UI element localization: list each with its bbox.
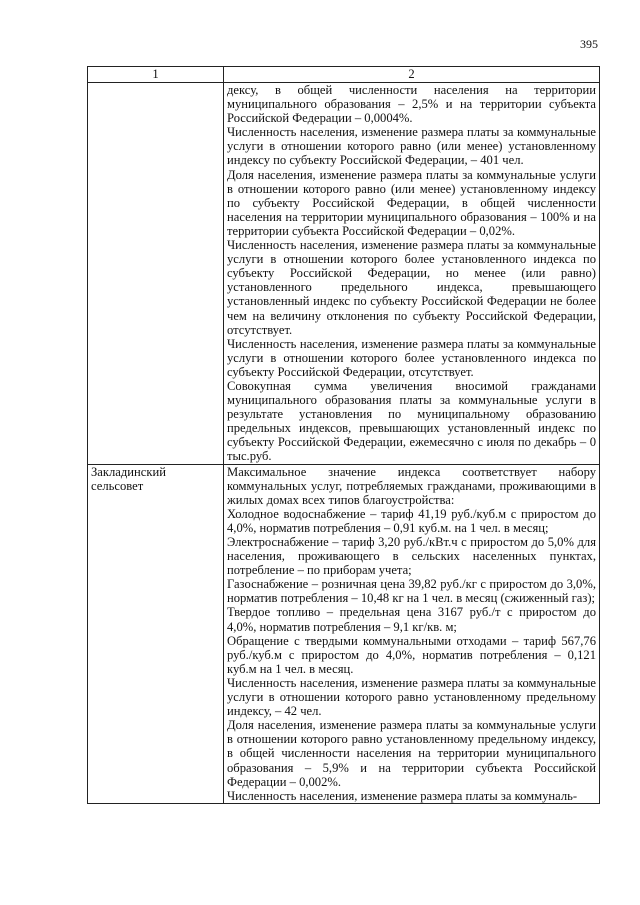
municipality-cell [88, 83, 224, 465]
paragraph: Численность населения, изменение размера платы за коммуналь- [227, 788, 578, 803]
paragraph: Холодное водоснабжение – тариф 41,19 руб./куб.м с приростом до 4,0%, норматив потребления – 0,91 куб.м. на 1 чел. в месяц; [227, 506, 596, 535]
paragraph: Численность населения, изменение размера платы за коммунальные услуги в отношении которого более установленного индекса по субъекту Российской Федерации, но менее (или равно) установленного предельного индекса, превышающего установленный индекс по субъекту Российской Федерации не более чем на величину отклонения по субъекту Российской Федерации, отсутствует. [227, 238, 596, 337]
paragraph: Численность населения, изменение размера платы за коммунальные услуги в отношении которого более установленного индекса по субъекту Российской Федерации, отсутствует. [227, 336, 596, 379]
paragraph: Численность населения, изменение размера платы за коммунальные услуги в отношении которого равно установленному предельному индексу, – 42 чел. [227, 675, 596, 719]
indicator-text-cell [224, 464, 600, 803]
municipality-cell: Закладинский сельсовет [88, 464, 224, 803]
indicator-text-cell [224, 83, 600, 465]
paragraph: Электроснабжение – тариф 3,20 руб./кВт.ч с приростом до 5,0% для населения, проживающего в сельских населенных пунктах, потребление – по приборам учета; [227, 535, 596, 578]
paragraph: Доля населения, изменение размера платы за коммунальные услуги в отношении которого равно (или менее) установленному индексу по субъекту Российской Федерации, в общей численности населения на территории муниципального образования – 100% и на территории субъекта Российской Федерации – 0,02%. [227, 167, 596, 238]
table-row [88, 83, 600, 465]
paragraph: Численность населения, изменение размера платы за коммунальные услуги в отношении которого равно (или менее) установленному индексу по субъекту Российской Федерации, – 401 чел. [227, 125, 596, 168]
paragraph: Совокупная сумма увеличения вносимой гражданами муниципального образования платы за коммунальные услуги в результате установления по муниципальному образованию предельных индексов, превышающих установленный индекс по субъекту Российской Федерации, ежемесячно с июля по декабрь – 0 тыс.руб. [227, 378, 596, 464]
paragraph: Доля населения, изменение размера платы за коммунальные услуги в отношении которого равно установленному предельному индексу, в общей численности населения на территории муниципального образования – 5,9% и на территории субъекта Российской Федерации – 0,002%. [227, 718, 596, 789]
data-table [87, 66, 600, 804]
paragraph: Твердое топливо – предельная цена 3167 руб./т с приростом до 4,0%, норматив потребления – 9,1 кг/кв. м; [227, 605, 596, 634]
paragraph: Обращение с твердыми коммунальными отходами – тариф 567,76 руб./куб.м с приростом до 4,0%, норматив потребления – 0,121 куб.м на 1 чел. в месяц. [227, 633, 596, 676]
column-header-2: 2 [224, 67, 600, 83]
paragraph: Максимальное значение индекса соответствует набору коммунальных услуг, потребляемых гражданами, проживающими в жилых домах всех типов благоустройства: [227, 464, 596, 507]
table-row [88, 464, 600, 803]
paragraph: дексу, в общей численности населения на территории муниципального образования – 2,5% и на территории субъекта Российской Федерации – 0,0004%. [227, 83, 596, 126]
page-number: 395 [580, 37, 598, 51]
table-header-row [88, 67, 600, 83]
paragraph: Газоснабжение – розничная цена 39,82 руб./кг с приростом до 3,0%, норматив потребления – 10,48 кг на 1 чел. в месяц (сжиженный газ); [227, 577, 596, 606]
column-header-1: 1 [88, 67, 224, 83]
